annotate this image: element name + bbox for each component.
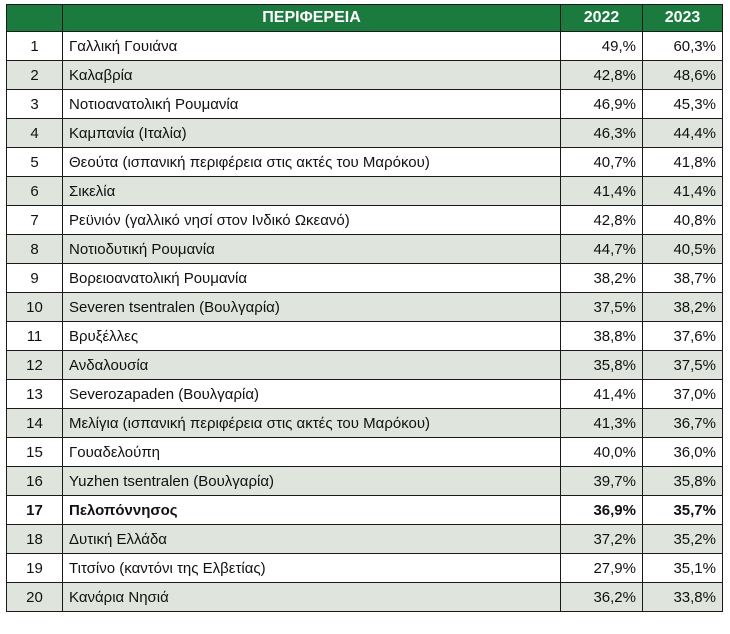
value-2023-cell: 48,6% <box>643 61 723 90</box>
table-row <box>7 177 723 206</box>
table-row <box>7 32 723 61</box>
value-2022-cell: 41,4% <box>561 380 643 409</box>
rank-cell: 17 <box>7 496 63 525</box>
rank-cell: 15 <box>7 438 63 467</box>
value-2023-cell: 35,8% <box>643 467 723 496</box>
regions-table-container <box>6 4 723 612</box>
value-2022-cell: 36,2% <box>561 583 643 612</box>
region-cell: Πελοπόννησος <box>63 496 561 525</box>
region-cell: Σικελία <box>63 177 561 206</box>
rank-cell: 13 <box>7 380 63 409</box>
header-row <box>7 5 723 32</box>
rank-cell: 3 <box>7 90 63 119</box>
regions-table <box>6 4 723 612</box>
value-2023-cell: 60,3% <box>643 32 723 61</box>
region-cell: Γαλλική Γουιάνα <box>63 32 561 61</box>
value-2022-cell: 38,8% <box>561 322 643 351</box>
region-cell: Τιτσίνο (καντόνι της Ελβετίας) <box>63 554 561 583</box>
value-2022-cell: 40,0% <box>561 438 643 467</box>
region-cell: Βρυξέλλες <box>63 322 561 351</box>
header-2023: 2023 <box>643 5 723 32</box>
rank-cell: 11 <box>7 322 63 351</box>
value-2022-cell: 41,3% <box>561 409 643 438</box>
table-row <box>7 409 723 438</box>
region-cell: Κανάρια Νησιά <box>63 583 561 612</box>
rank-cell: 7 <box>7 206 63 235</box>
header-region: ΠΕΡΙΦΕΡΕΙΑ <box>63 5 561 32</box>
rank-cell: 6 <box>7 177 63 206</box>
region-cell: Νοτιοδυτική Ρουμανία <box>63 235 561 264</box>
table-row <box>7 293 723 322</box>
value-2022-cell: 49,% <box>561 32 643 61</box>
value-2022-cell: 37,5% <box>561 293 643 322</box>
table-body <box>7 32 723 612</box>
region-cell: Δυτική Ελλάδα <box>63 525 561 554</box>
value-2022-cell: 35,8% <box>561 351 643 380</box>
table-row <box>7 322 723 351</box>
value-2023-cell: 45,3% <box>643 90 723 119</box>
value-2022-cell: 39,7% <box>561 467 643 496</box>
table-row <box>7 554 723 583</box>
table-row <box>7 467 723 496</box>
rank-cell: 20 <box>7 583 63 612</box>
value-2022-cell: 44,7% <box>561 235 643 264</box>
value-2023-cell: 37,6% <box>643 322 723 351</box>
rank-cell: 9 <box>7 264 63 293</box>
table-row <box>7 235 723 264</box>
value-2022-cell: 37,2% <box>561 525 643 554</box>
rank-cell: 12 <box>7 351 63 380</box>
region-cell: Ανδαλουσία <box>63 351 561 380</box>
value-2022-cell: 46,3% <box>561 119 643 148</box>
value-2023-cell: 36,7% <box>643 409 723 438</box>
region-cell: Severen tsentralen (Βουλγαρία) <box>63 293 561 322</box>
rank-cell: 19 <box>7 554 63 583</box>
rank-cell: 8 <box>7 235 63 264</box>
table-row <box>7 583 723 612</box>
table-row <box>7 61 723 90</box>
table-row <box>7 380 723 409</box>
value-2023-cell: 37,0% <box>643 380 723 409</box>
value-2023-cell: 35,7% <box>643 496 723 525</box>
region-cell: Νοτιοανατολική Ρουμανία <box>63 90 561 119</box>
region-cell: Βορειοανατολική Ρουμανία <box>63 264 561 293</box>
value-2022-cell: 38,2% <box>561 264 643 293</box>
value-2022-cell: 41,4% <box>561 177 643 206</box>
value-2023-cell: 35,1% <box>643 554 723 583</box>
value-2023-cell: 33,8% <box>643 583 723 612</box>
value-2022-cell: 36,9% <box>561 496 643 525</box>
value-2022-cell: 42,8% <box>561 61 643 90</box>
rank-cell: 10 <box>7 293 63 322</box>
table-row <box>7 264 723 293</box>
region-cell: Severozapaden (Βουλγαρία) <box>63 380 561 409</box>
value-2023-cell: 44,4% <box>643 119 723 148</box>
rank-cell: 18 <box>7 525 63 554</box>
rank-cell: 5 <box>7 148 63 177</box>
table-row <box>7 496 723 525</box>
value-2023-cell: 36,0% <box>643 438 723 467</box>
region-cell: Μελίγια (ισπανική περιφέρεια στις ακτές του Μαρόκου) <box>63 409 561 438</box>
value-2023-cell: 41,8% <box>643 148 723 177</box>
value-2022-cell: 27,9% <box>561 554 643 583</box>
value-2022-cell: 42,8% <box>561 206 643 235</box>
region-cell: Καμπανία (Ιταλία) <box>63 119 561 148</box>
header-2022: 2022 <box>561 5 643 32</box>
region-cell: Ρεϋνιόν (γαλλικό νησί στον Ινδικό Ωκεανό) <box>63 206 561 235</box>
table-row <box>7 525 723 554</box>
region-cell: Καλαβρία <box>63 61 561 90</box>
table-row <box>7 206 723 235</box>
table-row <box>7 90 723 119</box>
region-cell: Θεούτα (ισπανική περιφέρεια στις ακτές του Μαρόκου) <box>63 148 561 177</box>
rank-cell: 1 <box>7 32 63 61</box>
table-row <box>7 148 723 177</box>
value-2023-cell: 35,2% <box>643 525 723 554</box>
table-row <box>7 119 723 148</box>
value-2023-cell: 38,7% <box>643 264 723 293</box>
header-rank <box>7 5 63 32</box>
rank-cell: 4 <box>7 119 63 148</box>
value-2023-cell: 41,4% <box>643 177 723 206</box>
rank-cell: 14 <box>7 409 63 438</box>
value-2022-cell: 46,9% <box>561 90 643 119</box>
rank-cell: 16 <box>7 467 63 496</box>
table-row <box>7 438 723 467</box>
table-row <box>7 351 723 380</box>
region-cell: Γουαδελούπη <box>63 438 561 467</box>
value-2023-cell: 38,2% <box>643 293 723 322</box>
rank-cell: 2 <box>7 61 63 90</box>
value-2023-cell: 37,5% <box>643 351 723 380</box>
value-2023-cell: 40,5% <box>643 235 723 264</box>
value-2023-cell: 40,8% <box>643 206 723 235</box>
value-2022-cell: 40,7% <box>561 148 643 177</box>
region-cell: Yuzhen tsentralen (Βουλγαρία) <box>63 467 561 496</box>
